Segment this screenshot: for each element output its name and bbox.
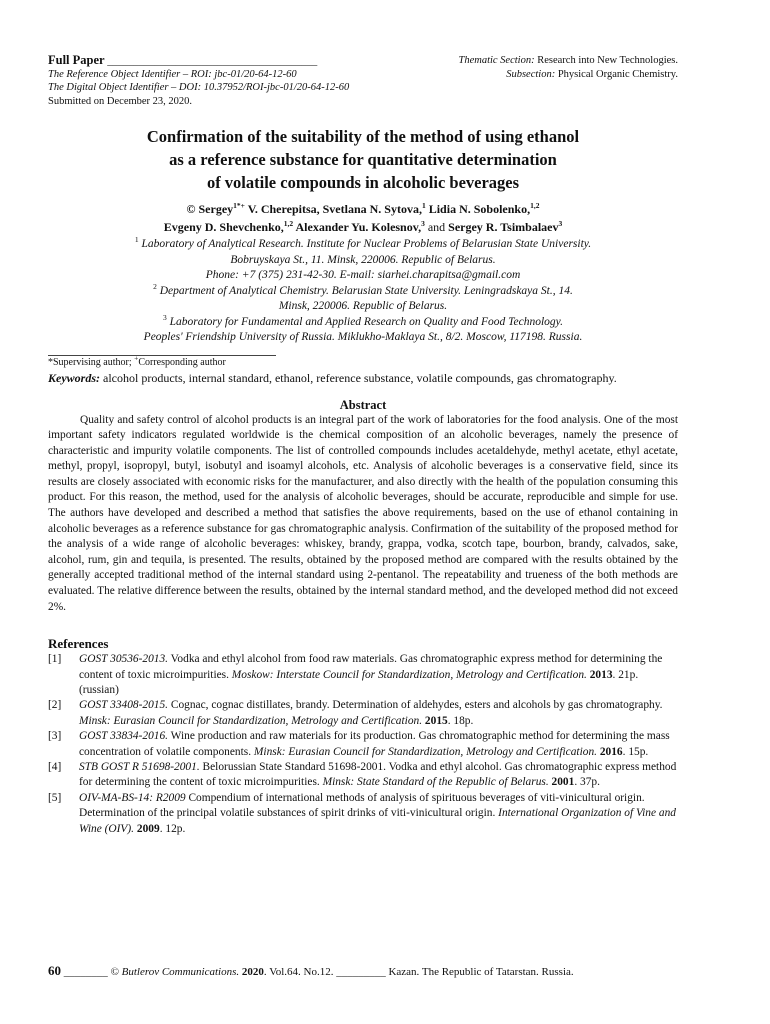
reference-tail: . 15p. [622, 745, 649, 758]
authors-and: and [424, 220, 449, 234]
reference-source: GOST 30536-2013. [79, 653, 169, 666]
reference-year: 2013 [586, 668, 613, 681]
reference-text: Compendium of international methods of analysis of spirituous beverages of viti-vinicultural origin. Determination of the principal volatile substances of spirit drinks of viti-vinicultural origin. [79, 791, 645, 820]
reference-number: [4] [48, 761, 62, 774]
authors-line-1 [48, 200, 678, 218]
reference-list [48, 652, 678, 837]
affiliation-3-line-2: Peoples' Friendship University of Russia. Miklukho-Maklaya St., 8/2. Moscow, 117198. Russia. [143, 331, 583, 343]
affiliation-2-line-2: Minsk, 220006. Republic of Belarus. [278, 300, 448, 312]
header-line-1 [48, 54, 678, 68]
reference-text: Belorussian State Standard 51698-2001. Vodka and ethyl alcohol. Gas chromatographic express method for determining the content of toxic microimpurities. [79, 761, 677, 789]
reference-year: 2001 [548, 776, 575, 789]
reference-publisher: International Organization of Vine and Wine (OIV). [79, 807, 676, 835]
affiliation-1-line-3: Phone: +7 (375) 231-42-30. E-mail: siarhei.charapitsa@gmail.com [205, 269, 521, 281]
reference-tail: . 12p. [159, 822, 186, 835]
footnote-sup: + [134, 353, 139, 363]
paper-title [48, 125, 678, 194]
footnote-text-2: Corresponding author [138, 356, 226, 368]
subsection [506, 68, 678, 82]
reference-text: Cognac, cognac distillates, brandy. Determination of aldehydes, esters and alcohols by gas chromatography. [168, 699, 663, 712]
reference-text: Wine production and raw materials for its production. Gas chromatographic method for determining the mass concentration of volatile components. [79, 730, 670, 758]
affiliation-2-text: Department of Analytical Chemistry. Belarusian State University. Leningradskaya St., 14. [156, 284, 573, 297]
keywords [48, 370, 678, 386]
title-line-3: of volatile compounds in alcoholic beverages [206, 173, 520, 192]
author-6: Sergey R. Tsimbalaev [448, 220, 559, 234]
affiliation-3-line-1 [48, 312, 678, 331]
submitted-date: Submitted on December 23, 2020. [48, 95, 193, 107]
roi: The Reference Object Identifier – ROI: jbc-01/20-64-12-60 [48, 68, 297, 80]
reference-year: 2015 [422, 714, 448, 727]
footnote-text-1: *Supervising author; [48, 356, 135, 368]
affiliation-1-sup: 1 [134, 235, 139, 245]
reference-item [48, 698, 678, 729]
footer-place: Kazan. The Republic of Tatarstan. Russia. [385, 966, 574, 978]
affiliation-3-text: Laboratory for Fundamental and Applied Research on Quality and Food Technology. [166, 315, 564, 328]
journal-name: © Butlerov Communications. [110, 966, 240, 978]
abstract-text: Quality and safety control of alcohol products is an integral part of the work of laboratories for the food analysis. One of the most important safety indicators regulated worldwide is the chemical composition of an alcoholic beverages, namely the presence of characteristic and impurity volatile components. The list of controlled compounds includes acetaldehyde, methyl acetate, ethyl acetate, methyl, propyl, isopropyl, butyl, isobutyl and isoamyl alcohols, etc. Analysis of alcoholic beverages is a conservative field, since its results are closely associated with economic risks for the manufacturer, and also directly with the health of the population consuming this product. For this reason, the method, used for the analysis of alcoholic beverages, should be accurate, reproducible and simple for use. The authors have developed and described a method that satisfies the above requirements, based on the use of ethanol containing in alcoholic beverages as a reference substance for gas chromatographic analysis. Confirmation of the suitability of the proposed method for the analysis of a wide range of alcoholic beverages: whiskey, brandy, grappa, vodka, scotch tape, bourbon, brandy, calvados, sake, alcohol, rum, gin and tequila, is presented. The results, obtained by the proposed method are compared with the results obtained by the generally accepted traditional method of the internal standard using 2-pentanol. The repeatability and trueness of the both methods are evaluated. The relative difference between the results, obtained by the internal standard method, and the developed method did not exceed 2%. [48, 413, 678, 613]
subsection-value: Physical Organic Chemistry. [557, 68, 678, 80]
reference-publisher: Moskow: Interstate Council for Standardization, Metrology and Certification. [231, 668, 587, 681]
affiliation-1-text: Laboratory of Analytical Research. Institute for Nuclear Problems of Belarusian State University. [138, 238, 592, 250]
reference-number: [3] [48, 730, 62, 743]
author-3-sup: 1,2 [530, 201, 540, 210]
author-2: Svetlana N. Sytova, [319, 202, 422, 216]
reference-item [48, 729, 678, 760]
reference-item [48, 760, 678, 791]
author-4-sup: 1,2 [283, 219, 294, 228]
header-rule: ________________________________________ [107, 56, 318, 67]
affiliation-1-line-1 [48, 237, 678, 253]
title-line-1: Confirmation of the suitability of the method of using ethanol [146, 127, 580, 146]
author-5-sup: 3 [421, 219, 425, 228]
affiliation-3-sup: 3 [162, 312, 167, 322]
thematic-section-value: Research into New Technologies. [537, 55, 678, 66]
doi: The Digital Object Identifier – DOI: 10.37952/ROI-jbc-01/20-64-12-60 [48, 82, 350, 93]
authors-line-2 [48, 218, 678, 236]
reference-item [48, 652, 678, 698]
reference-source: OIV-MA-BS-14: R2009 [79, 791, 186, 804]
reference-number: [1] [48, 653, 62, 666]
affiliations [48, 237, 678, 346]
affiliation-2-line-1 [48, 281, 678, 300]
author-1-first: © Sergey [186, 202, 234, 216]
abstract-heading: Abstract [339, 397, 387, 412]
reference-publisher: Minsk: State Standard of the Republic of Belarus. [322, 776, 549, 789]
footer-rule-1: ________ [61, 966, 111, 978]
reference-tail: . 37p. [574, 776, 600, 789]
title-line-2: as a reference substance for quantitative determination [169, 150, 557, 169]
keywords-label: Keywords: [48, 370, 100, 385]
reference-publisher: Minsk: Eurasian Council for Standardization, Metrology and Certification. [79, 714, 423, 727]
author-2-sup: 1 [421, 201, 426, 210]
thematic-section-label: Thematic Section: [458, 55, 535, 66]
affiliation-2-sup: 2 [153, 281, 157, 291]
footer-year: 2020 [239, 966, 264, 978]
author-1-sup: 1*+ [233, 201, 245, 210]
page-number: 60 [48, 963, 61, 978]
author-3: Lidia N. Sobolenko, [425, 202, 531, 216]
footer-rule-2: _________ [336, 966, 386, 978]
subsection-label: Subsection: [506, 68, 556, 80]
reference-tail: . 18p. [447, 714, 474, 727]
references-heading: References [48, 636, 109, 652]
author-4: Evgeny D. Shevchenko, [163, 220, 284, 234]
affiliation-1-line-2: Bobruyskaya St., 11. Minsk, 220006. Republic of Belarus. [230, 253, 496, 266]
reference-source: STB GOST R 51698-2001. [79, 761, 200, 774]
paper-type: Full Paper [48, 53, 105, 67]
reference-publisher: Minsk: Eurasian Council for Standardization, Metrology and Certification. [253, 745, 597, 758]
author-6-sup: 3 [558, 219, 563, 228]
thematic-section [458, 54, 678, 68]
page-footer [48, 964, 678, 979]
author-list [48, 200, 678, 236]
reference-text: Vodka and ethyl alcohol from food raw materials. Gas chromatographic express method for determining the content of toxic microimpurities. [79, 653, 663, 681]
author-footnote [48, 353, 678, 369]
reference-number: [5] [48, 791, 62, 804]
author-5: Alexander Yu. Kolesnov, [293, 220, 422, 234]
reference-source: GOST 33834-2016. [79, 730, 169, 743]
reference-number: [2] [48, 699, 62, 712]
reference-year: 2016 [597, 745, 623, 758]
page-body [48, 54, 678, 837]
footer-volume: . Vol.64. No.12. [263, 966, 337, 978]
keywords-text: alcohol products, internal standard, ethanol, reference substance, volatile compounds, gas chromatography. [100, 370, 617, 385]
reference-source: GOST 33408-2015. [79, 699, 169, 712]
header-line-2 [48, 68, 678, 82]
reference-year: 2009 [134, 822, 160, 835]
reference-tail: . 21p. (russian) [79, 668, 639, 697]
author-1-rest: V. Cherepitsa, [244, 202, 320, 216]
reference-item [48, 791, 678, 837]
